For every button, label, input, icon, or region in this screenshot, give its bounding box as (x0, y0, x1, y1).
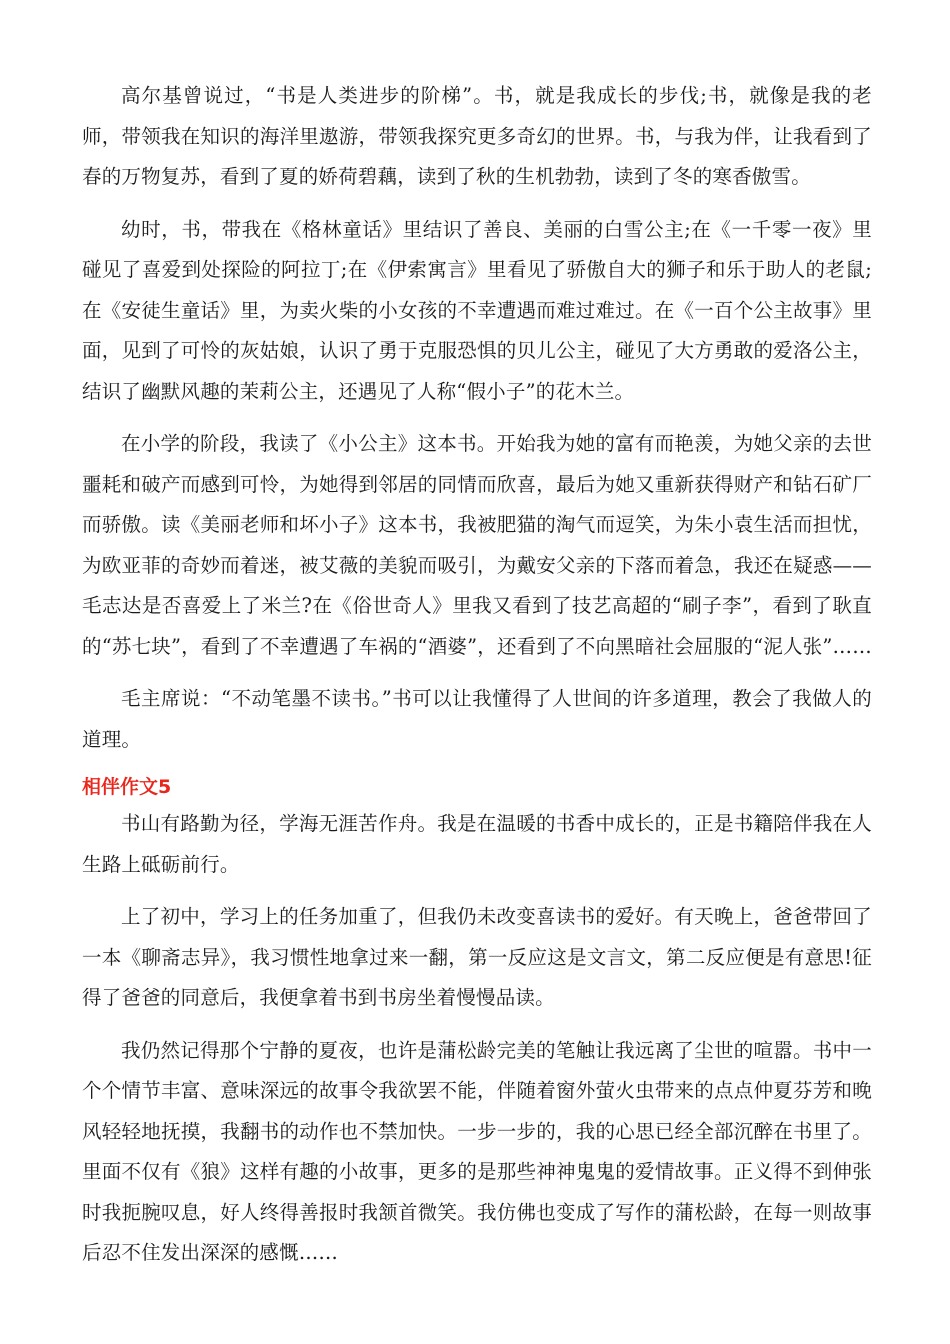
paragraph-childhood-books: 幼时，书，带我在《格林童话》里结识了善良、美丽的白雪公主;在《一千零一夜》里碰见了喜爱到处探险的阿拉丁;在《伊索寓言》里看见了骄傲自大的狮子和乐于助人的老鼠;在《安徒生童话》里，为卖火柴的小女孩的不幸遭遇而难过难过。在《一百个公主故事》里面，见到了可怜的灰姑娘，认识了勇于克服恐惧的贝儿公主，碰见了大方勇敢的爱洛公主，结识了幽默风趣的茉莉公主，还遇见了人称“假小子”的花木兰。 (82, 217, 872, 403)
paragraph-book-mountain: 书山有路勤为径，学海无涯苦作舟。我是在温暖的书香中成长的，正是书籍陪伴我在人生路上砥砺前行。 (82, 812, 872, 876)
section-heading: 相伴作文5 (82, 776, 172, 798)
paragraph-primary-school: 在小学的阶段，我读了《小公主》这本书。开始我为她的富有而艳羡，为她父亲的去世噩耗和破产而感到可怜，为她得到邻居的同情而欣喜，最后为她又重新获得财产和钻石矿厂而骄傲。读《美丽老师和坏小子》这本书，我被肥猫的淘气而逗笑，为朱小袁生活而担忧，为欧亚菲的奇妙而着迷，被艾薇的美貌而吸引，为戴安父亲的下落而着急，我还在疑惑——毛志达是否喜爱上了米兰?在《俗世奇人》里我又看到了技艺高超的“刷子李”，看到了耿直的“苏七块”，看到了不幸遭遇了车祸的“酒婆”，还看到了不向黑暗社会屈服的“泥人张”…… (82, 432, 872, 658)
paragraph-gorky-quote: 高尔基曾说过，“书是人类进步的阶梯”。书，就是我成长的步伐;书，就像是我的老师，带领我在知识的海洋里遨游，带领我探究更多奇幻的世界。书，与我为伴，让我看到了春的万物复苏，看到了夏的娇荷碧藕，读到了秋的生机勃勃，读到了冬的寒香傲雪。 (82, 84, 872, 188)
paragraph-mao-quote: 毛主席说：“不动笔墨不读书。”书可以让我懂得了人世间的许多道理，教会了我做人的道理。 (82, 687, 872, 751)
paragraph-junior-high: 上了初中，学习上的任务加重了，但我仍未改变喜读书的爱好。有天晚上，爸爸带回了一本《聊斋志异》，我习惯性地拿过来一翻，第一反应这是文言文，第二反应便是有意思!征得了爸爸的同意后，我便拿着书到书房坐着慢慢品读。 (82, 905, 872, 1009)
paragraph-summer-night: 我仍然记得那个宁静的夏夜，也许是蒲松龄完美的笔触让我远离了尘世的喧嚣。书中一个个情节丰富、意味深远的故事令我欲罢不能，伴随着窗外萤火虫带来的点点仲夏芬芳和晚风轻轻地抚摸，我翻书的动作也不禁加快。一步一步的，我的心思已经全部沉醉在书里了。里面不仅有《狼》这样有趣的小故事，更多的是那些神神鬼鬼的爱情故事。正义得不到伸张时我扼腕叹息，好人终得善报时我颔首微笑。我仿佛也变成了写作的蒲松龄，在每一则故事后忍不住发出深深的感慨…… (82, 1038, 872, 1264)
document-body (82, 76, 872, 1286)
